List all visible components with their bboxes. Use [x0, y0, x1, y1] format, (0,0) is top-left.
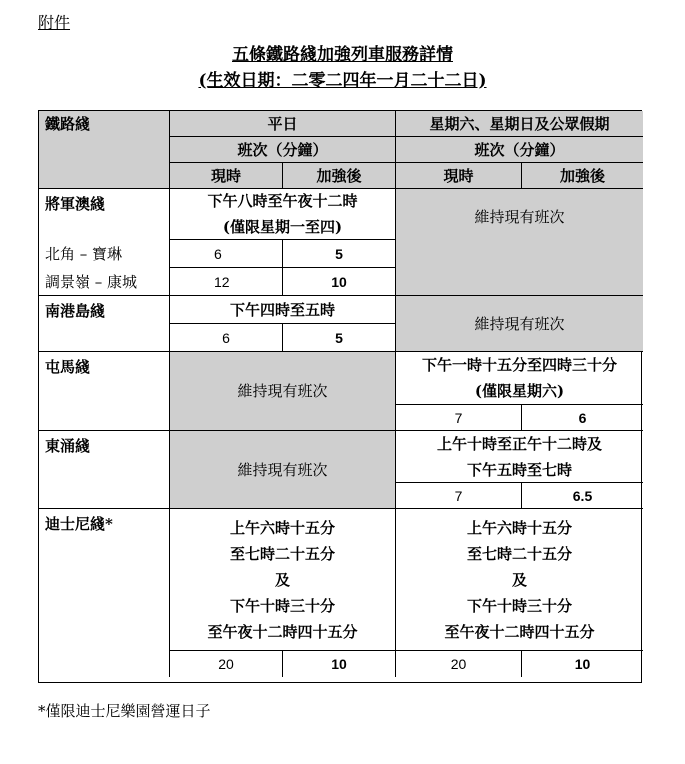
drl-weekday-line-2: 至七時二十五分 [229, 544, 335, 563]
header-weekday-enhanced: 加強後 [283, 163, 396, 189]
sil-weekday-time: 下午四時至五時 [170, 296, 396, 324]
footnote: *僅限迪士尼樂園營運日子 [38, 702, 211, 720]
header-weekday-current: 現時 [170, 163, 283, 189]
header-weekday: 平日 [170, 111, 396, 137]
tko-current-1: 6 [170, 240, 283, 268]
tcl-line-name: 東涌綫 [39, 431, 170, 509]
tml-time-line-1: 下午一時十五分至四時三十分 [421, 356, 617, 374]
drl-weekday-line-3: 及 [274, 570, 290, 589]
tml-weekend-time [396, 352, 643, 405]
drl-weekend-line-5: 至午夜十二時四十五分 [444, 622, 595, 641]
header-weekend-frequency: 班次（分鐘） [396, 137, 643, 163]
drl-weekend-line-2: 至七時二十五分 [466, 544, 572, 563]
tko-weekend-maintain: 維持現有班次 [396, 189, 643, 296]
effective-date: (生效日期：二零二四年一月二十二日) [198, 71, 487, 91]
tcl-enhanced: 6.5 [522, 483, 643, 509]
drl-weekend-line-3: 及 [511, 570, 527, 589]
header-weekend-current: 現時 [396, 163, 522, 189]
tko-section-1: 北角 – 寶琳 [39, 240, 170, 268]
sil-weekend-maintain: 維持現有班次 [396, 296, 643, 352]
tko-enhanced-2: 10 [283, 268, 396, 296]
tko-weekday-time [170, 189, 396, 240]
tko-current-2: 12 [170, 268, 283, 296]
tcl-time-line-2: 下午五時至七時 [466, 460, 572, 479]
drl-weekend-enhanced: 10 [574, 656, 591, 672]
drl-weekday-enhanced: 10 [283, 651, 396, 677]
drl-weekday-time [170, 509, 396, 651]
tml-line-name: 屯馬綫 [39, 352, 170, 431]
annex-label: 附件 [38, 13, 71, 32]
drl-weekday-line-5: 至午夜十二時四十五分 [207, 622, 358, 641]
header-weekend-enhanced: 加強後 [522, 163, 643, 189]
tml-enhanced: 6 [522, 405, 643, 431]
tko-time-line-1: 下午八時至午夜十二時 [207, 192, 358, 210]
sil-line-name: 南港島綫 [39, 296, 170, 352]
drl-weekend-current: 20 [396, 651, 522, 677]
tml-time-line-2: (僅限星期六) [474, 382, 565, 400]
drl-weekend-time [396, 509, 643, 651]
tko-enhanced-1: 5 [283, 240, 396, 268]
header-weekday-frequency: 班次（分鐘） [170, 137, 396, 163]
tml-weekday-maintain: 維持現有班次 [170, 352, 396, 431]
drl-weekend-line-1: 上午六時十五分 [466, 518, 572, 537]
drl-line-name: 迪士尼綫* [39, 509, 170, 677]
header-weekend: 星期六、星期日及公眾假期 [396, 111, 643, 137]
tcl-time-line-1: 上午十時至正午十二時及 [436, 434, 602, 453]
tko-time-line-2: (僅限星期一至四) [222, 218, 343, 236]
tko-section-2: 調景嶺 – 康城 [39, 268, 170, 296]
sil-current: 6 [170, 324, 283, 352]
tko-line-name: 將軍澳綫 [39, 189, 170, 240]
header-line: 鐵路綫 [39, 111, 170, 189]
tml-current: 7 [396, 405, 522, 431]
tcl-weekday-maintain: 維持現有班次 [170, 431, 396, 509]
drl-weekend-line-4: 下午十時三十分 [466, 596, 572, 615]
tcl-current: 7 [396, 483, 522, 509]
drl-weekday-current: 20 [170, 651, 283, 677]
document-title: 五條鐵路綫加強列車服務詳情 [232, 45, 453, 65]
sil-enhanced: 5 [283, 324, 396, 352]
tcl-weekend-time [396, 431, 643, 483]
service-table [38, 110, 642, 683]
drl-weekday-line-4: 下午十時三十分 [229, 596, 335, 615]
drl-weekday-line-1: 上午六時十五分 [229, 518, 335, 537]
